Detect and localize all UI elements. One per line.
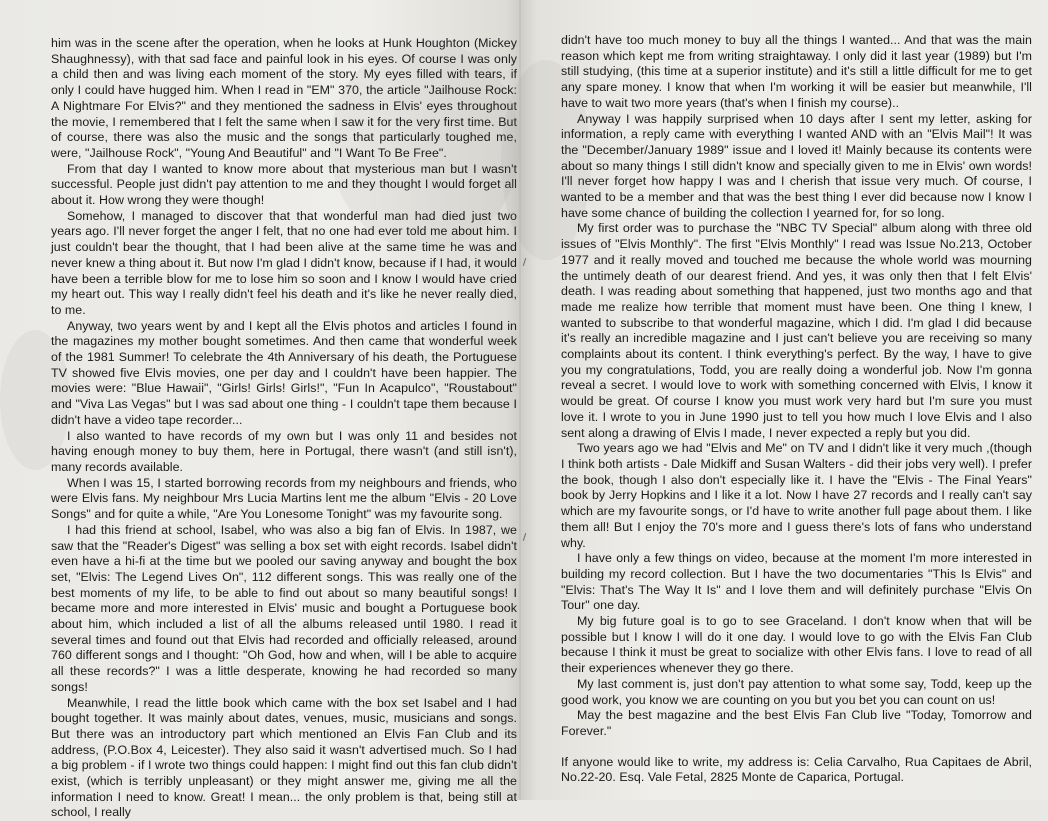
- left-page: [0, 0, 521, 820]
- paragraph: From that day I wanted to know more about that mysterious man but I wasn't successful. People just didn't pay attention to me and they thought I would forget all about it. How wrong they were though!: [51, 161, 517, 208]
- paragraph: I had this friend at school, Isabel, who was also a big fan of Elvis. In 1987, we saw that the "Reader's Digest" was selling a box set with eight records. Isabel didn't even have a hi-fi at the time but we pooled our saving anyway and bought the box set, "Elvis: The Legend Lives On", 112 different songs. This was really one of the best moments of my life, to be able to find out about so many beautiful songs! I became more and more interested in Elvis' music and bought a Portuguese book about him, which included a list of all the albums released until 1980. I read it several times and found out that Elvis had recorded and officially released, around 760 different songs and I thought: "Oh God, how and when, will I be able to acquire all these records?" I was a little desperate, knowing he had recorded so many songs!: [51, 522, 517, 694]
- paragraph: Two years ago we had "Elvis and Me" on TV and I didn't like it very much ,(though I think both artists - Dale Midkiff and Susan Walters - did their jobs very well). I prefer the book, though I also don't especially like it. I have the "Elvis - The Final Years" book by Jerry Hopkins and I like it a lot. Now I have 27 records and I really can't say which are my favourite songs, or I'd have to write another full page about them. I like them all! But I enjoy the 70's more and I guess there's lots of fans who understand why.: [561, 441, 1032, 550]
- right-page: [521, 0, 1048, 800]
- paragraph: I have only a few things on video, because at the moment I'm more interested in building my record collection. But I have the two documentaries "This Is Elvis" and "Elvis: That's The Way It Is" and I love them and will definitely purchase "Elvis On Tour" one day.: [561, 551, 1032, 613]
- paragraph: My last comment is, just don't pay attention to what some say, Todd, keep up the good work, you know we are counting on you but you bet you can count on us!: [561, 676, 1032, 707]
- left-text-column: [51, 36, 517, 821]
- paragraph: My big future goal is to go to see Graceland. I don't know when that will be possible but I know I will do it one day. I would love to go with the Elvis Fan Club because I think it must be great to socialize with other Elvis fans. I love to read of all their experiences whenever they go there.: [561, 614, 1032, 676]
- paragraph: him was in the scene after the operation, when he looks at Hunk Houghton (Mickey Shaughnessy), with that sad face and painful look in his eyes. Of course I was only a child then and was living each moment of the story. My eyes filled with tears, if only I could have hugged him. When I read in "EM" 370, the article "Jailhouse Rock: A Nightmare For Elvis?" and they mentioned the sadness in Elvis' eyes throughout the movie, I remembered that I felt the same when I saw it for the very first time. But of course, there was also the music and the songs that particularly toughed me, were, "Jailhouse Rock", "Young And Beautiful" and "I Want To Be Free".: [51, 36, 517, 160]
- paragraph: Anyway, two years went by and I kept all the Elvis photos and articles I found in the magazines my mother bought sometimes. And then came that wonderful week of the 1981 Summer! To celebrate the 4th Anniversary of his death, the Portuguese TV showed five Elvis movies, one per day and I couldn't have been happier. The movies were: "Blue Hawaii", "Girls! Girls! Girls!", "Fun In Acapulco", "Roustabout" and "Viva Las Vegas" but I was sad about one thing - I couldn't tape them because I didn't have a video tape recorder...: [51, 318, 517, 427]
- right-text-column: [561, 33, 1032, 786]
- paragraph: My first order was to purchase the "NBC TV Special" album along with three old issues of "Elvis Monthly". The first "Elvis Monthly" I read was Issue No.213, October 1977 and it really moved and touched me because the whole world was mourning the untimely death of our dearest friend. And yes, it was only then that I felt Elvis' death. I was reading about something that happened, just two months ago and that made me realize how terrible that moment must have been. One thing I knew, I wanted to subscribe to that wonderful magazine, which I did. I'm glad I did because it's really an incredible magazine and I just can't believe you are receiving so many complaints about its content. I think everything's perfect. By the way, I have to give you my congratulations, Todd, you are really doing a wonderful job. Now I'm gonna reveal a secret. I would love to work with something concerned with Elvis, I know it would be great. Of course I know you must work very hard but I'm sure you must love it. I wrote to you in June 1990 just to tell you how much I love Elvis and I also sent along a drawing of Elvis I made, I never expected a reply but you did.: [561, 221, 1032, 440]
- contact-address: If anyone would like to write, my address is: Celia Carvalho, Rua Capitaes de Abril, No.22-20. Esq. Vale Fetal, 2825 Monte de Caparica, Portugal.: [561, 754, 1032, 785]
- paragraph: I also wanted to have records of my own but I was only 11 and besides not having enough money to buy them, here in Portugal, there wasn't (and still isn't), many records available.: [51, 428, 517, 474]
- paragraph: Somehow, I managed to discover that that wonderful man had died just two years ago. I'll never forget the anger I felt, that no one had ever told me about him. I just couldn't bear the thought, that I had been alive at the same time he was and never knew a thing about it. But now I'm glad I didn't know, because if I had, it would have been a terrible blow for me to lose him so soon and I know I would have cried my heart out. This way I really didn't feel his death and it's like he never really died, to me.: [51, 208, 517, 317]
- paragraph: When I was 15, I started borrowing records from my neighbours and friends, who were Elvis fans. My neighbour Mrs Lucia Martins lent me the album "Elvis - 20 Love Songs" and for quite a while, "Are You Lonesome Tonight" was my favourite song.: [51, 475, 517, 522]
- paragraph: Anyway I was happily surprised when 10 days after I sent my letter, asking for information, a reply came with everything I wanted AND with an "Elvis Mail"! It was the "December/January 1989" issue and I loved it! Mainly because its contents were about so many things I still didn't know and specially given to me in Elvis' own words! I'll never forget how happy I was and I cherish that issue very much. Of course, I wanted to be a member and that was the best thing I ever did because now I know I have some chance of building the collection I yearned for, for so long.: [561, 111, 1032, 220]
- paragraph: May the best magazine and the best Elvis Fan Club live "Today, Tomorrow and Forever.": [561, 708, 1032, 738]
- paragraph: didn't have too much money to buy all the things I wanted... And that was the main reason which kept me from writing straightaway. I only did it last year (1989) but I'm still studying, (this time at a superior institute) and it's still a little difficult for me to get any spare money. I know that when I'm working it will be easier but meanwhile, I'll have to wait two more years (that's when I finish my course)..: [561, 33, 1032, 110]
- paragraph: Meanwhile, I read the little book which came with the box set Isabel and I had bought together. It was mainly about dates, venues, music, musicians and songs. But there was an introductory part which mentioned an Elvis Fan Club and its address, (P.O.Box 4, Leicester). They also said it wasn't advertised much. So I had a big problem - if I wrote two things could happen: I might find out this fan club didn't exist, (which is terribly unpleasant) or they might answer me, giving me all the information I need to know. Great! I mean... the only problem is that, being still at school, I really: [51, 695, 517, 820]
